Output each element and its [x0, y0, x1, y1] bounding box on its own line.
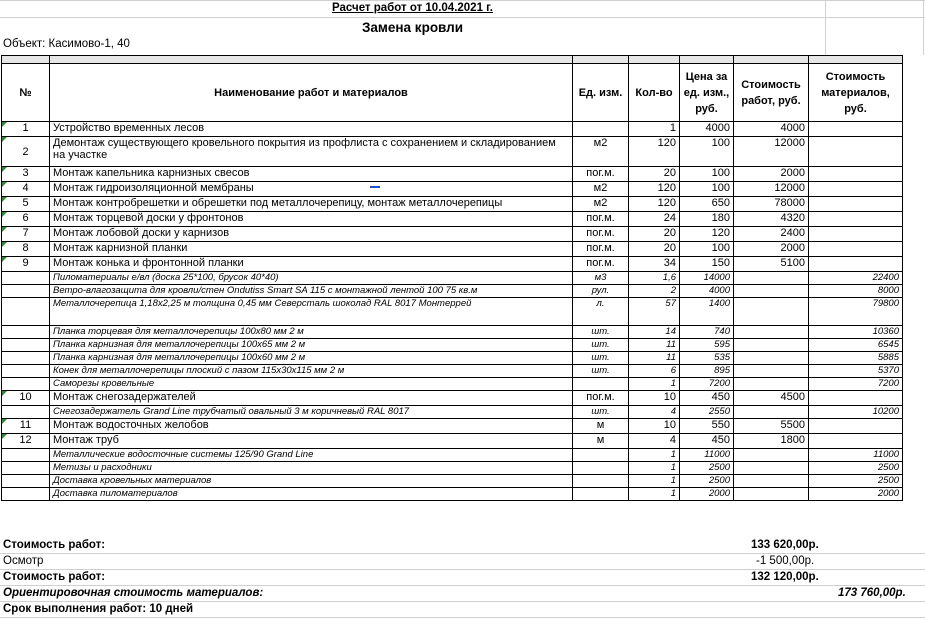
row-price[interactable]: 150	[680, 257, 734, 272]
col-header-work-cost: Стоимость работ, руб.	[734, 64, 809, 122]
row-material-cost[interactable]: 11000	[809, 449, 903, 462]
row-work-cost[interactable]	[734, 272, 809, 285]
row-number[interactable]: 9	[2, 257, 50, 272]
work-row	[2, 434, 903, 449]
col-header-no: №	[2, 64, 50, 122]
summary-work-row	[0, 537, 925, 554]
work-row	[2, 212, 903, 227]
row-material-cost[interactable]: 79800	[809, 298, 903, 326]
summary-work-final-value: 132 120,00р.	[751, 571, 819, 583]
row-name[interactable]: Металлочерепица 1,18х2,25 м толщина 0,45 мм Северсталь шоколад RAL 8017 Монтеррей	[50, 298, 573, 326]
row-number[interactable]	[2, 352, 50, 365]
row-material-cost[interactable]	[809, 122, 903, 137]
row-qty[interactable]: 10	[629, 419, 680, 434]
row-qty[interactable]: 1	[629, 449, 680, 462]
row-qty[interactable]: 120	[629, 197, 680, 212]
summary-inspection-row	[0, 553, 925, 570]
row-material-cost[interactable]: 10360	[809, 326, 903, 339]
material-row	[2, 475, 903, 488]
material-row	[2, 272, 903, 285]
row-material-cost[interactable]	[809, 167, 903, 182]
row-unit[interactable]: пог.м.	[573, 242, 629, 257]
material-row	[2, 285, 903, 298]
row-price[interactable]: 120	[680, 227, 734, 242]
row-number[interactable]	[2, 339, 50, 352]
row-number[interactable]: 3	[2, 167, 50, 182]
row-unit[interactable]: пог.м.	[573, 167, 629, 182]
row-name[interactable]: Монтаж труб	[50, 434, 573, 449]
row-price[interactable]: 535	[680, 352, 734, 365]
row-number[interactable]	[2, 298, 50, 326]
row-price[interactable]: 180	[680, 212, 734, 227]
row-price[interactable]: 550	[680, 419, 734, 434]
row-unit[interactable]: м	[573, 434, 629, 449]
col-header-price: Цена за ед. изм., руб.	[680, 64, 734, 122]
row-work-cost[interactable]: 4320	[734, 212, 809, 227]
row-price[interactable]: 100	[680, 242, 734, 257]
row-qty[interactable]: 1	[629, 462, 680, 475]
row-qty[interactable]: 4	[629, 406, 680, 419]
row-qty[interactable]: 1	[629, 475, 680, 488]
row-qty[interactable]: 57	[629, 298, 680, 326]
row-price[interactable]: 2550	[680, 406, 734, 419]
material-row	[2, 365, 903, 378]
row-qty[interactable]: 1,6	[629, 272, 680, 285]
row-number[interactable]	[2, 285, 50, 298]
row-number[interactable]	[2, 365, 50, 378]
row-name[interactable]: Монтаж контробрешетки и обрешетки под металлочерепицу, монтаж металлочерепицы	[50, 197, 573, 212]
row-work-cost[interactable]	[734, 298, 809, 326]
row-name[interactable]: Монтаж конька и фронтонной планки	[50, 257, 573, 272]
row-number[interactable]	[2, 488, 50, 501]
row-price[interactable]: 595	[680, 339, 734, 352]
row-qty[interactable]: 120	[629, 137, 680, 167]
row-work-cost[interactable]: 1800	[734, 434, 809, 449]
row-work-cost[interactable]: 2000	[734, 242, 809, 257]
row-number[interactable]	[2, 272, 50, 285]
row-unit[interactable]	[573, 488, 629, 501]
row-unit[interactable]: м	[573, 419, 629, 434]
work-row	[2, 257, 903, 272]
row-material-cost[interactable]: 2500	[809, 475, 903, 488]
row-name[interactable]: Метизы и расходники	[50, 462, 573, 475]
row-unit[interactable]: пог.м.	[573, 391, 629, 406]
row-price[interactable]: 7200	[680, 378, 734, 391]
row-qty[interactable]: 2	[629, 285, 680, 298]
work-row	[2, 419, 903, 434]
row-work-cost[interactable]: 78000	[734, 197, 809, 212]
work-row	[2, 391, 903, 406]
row-work-cost[interactable]: 12000	[734, 182, 809, 197]
row-unit[interactable]: шт.	[573, 339, 629, 352]
row-name[interactable]: Планка карнизная для металлочерепицы 100х65 мм 2 м	[50, 339, 573, 352]
row-unit[interactable]	[573, 449, 629, 462]
row-material-cost[interactable]	[809, 137, 903, 167]
row-number[interactable]: 1	[2, 122, 50, 137]
row-name[interactable]: Металлические водосточные системы 125/90 Grand Line	[50, 449, 573, 462]
row-material-cost[interactable]	[809, 197, 903, 212]
row-unit[interactable]: рул.	[573, 285, 629, 298]
row-work-cost[interactable]	[734, 449, 809, 462]
work-row	[2, 122, 903, 137]
row-work-cost[interactable]: 12000	[734, 137, 809, 167]
row-material-cost[interactable]: 6545	[809, 339, 903, 352]
work-row	[2, 227, 903, 242]
row-name[interactable]: Пиломатериалы е/вл (доска 25*100, брусок 40*40)	[50, 272, 573, 285]
row-work-cost[interactable]	[734, 339, 809, 352]
row-name[interactable]: Ветро-влагозащита для кровли/стен Ondutiss Smart SA 115 с монтажной лентой 100 75 кв.м	[50, 285, 573, 298]
summary-materials-label: Ориентировочная стоимость материалов:	[3, 587, 264, 599]
material-row	[2, 406, 903, 419]
row-number[interactable]	[2, 406, 50, 419]
row-number[interactable]: 7	[2, 227, 50, 242]
row-price[interactable]: 14000	[680, 272, 734, 285]
row-price[interactable]: 450	[680, 391, 734, 406]
row-unit[interactable]: м2	[573, 197, 629, 212]
row-unit[interactable]: шт.	[573, 326, 629, 339]
object-label: Объект: Касимово-1, 40	[3, 38, 130, 50]
row-qty[interactable]: 6	[629, 365, 680, 378]
row-qty[interactable]: 11	[629, 352, 680, 365]
row-work-cost[interactable]	[734, 406, 809, 419]
material-row	[2, 488, 903, 501]
material-row	[2, 449, 903, 462]
row-price[interactable]: 100	[680, 137, 734, 167]
cell-cursor-mark	[370, 186, 380, 188]
row-name[interactable]: Монтаж водосточных желобов	[50, 419, 573, 434]
row-work-cost[interactable]	[734, 378, 809, 391]
material-row	[2, 298, 903, 326]
row-unit[interactable]: м2	[573, 182, 629, 197]
row-name[interactable]: Монтаж снегозадержателей	[50, 391, 573, 406]
row-name[interactable]: Саморезы кровельные	[50, 378, 573, 391]
row-work-cost[interactable]	[734, 326, 809, 339]
estimate-table	[1, 55, 903, 501]
row-qty[interactable]: 1	[629, 122, 680, 137]
row-name[interactable]: Устройство временных лесов	[50, 122, 573, 137]
row-qty[interactable]: 4	[629, 434, 680, 449]
work-row	[2, 197, 903, 212]
row-number[interactable]: 2	[2, 137, 50, 167]
material-row	[2, 378, 903, 391]
material-row	[2, 462, 903, 475]
row-name[interactable]: Снегозадержатель Grand Line трубчатый овальный 3 м коричневый RAL 8017	[50, 406, 573, 419]
row-price[interactable]: 895	[680, 365, 734, 378]
row-number[interactable]	[2, 449, 50, 462]
row-number[interactable]: 11	[2, 419, 50, 434]
row-unit[interactable]	[573, 462, 629, 475]
row-number[interactable]: 10	[2, 391, 50, 406]
row-material-cost[interactable]	[809, 227, 903, 242]
material-row	[2, 352, 903, 365]
row-work-cost[interactable]: 5500	[734, 419, 809, 434]
row-number[interactable]	[2, 326, 50, 339]
row-name[interactable]: Монтаж торцевой доски у фронтонов	[50, 212, 573, 227]
row-material-cost[interactable]: 2500	[809, 462, 903, 475]
row-name[interactable]: Монтаж лобовой доски у карнизов	[50, 227, 573, 242]
row-number[interactable]: 6	[2, 212, 50, 227]
row-qty[interactable]: 24	[629, 212, 680, 227]
row-name[interactable]: Демонтаж существующего кровельного покрытия из профлиста с сохранением и складированием на участке	[50, 137, 573, 167]
row-work-cost[interactable]	[734, 365, 809, 378]
summary-deadline: Срок выполнения работ: 10 дней	[3, 603, 194, 615]
row-unit[interactable]: пог.м.	[573, 227, 629, 242]
table-body	[2, 122, 903, 501]
material-row	[2, 339, 903, 352]
row-number[interactable]	[2, 462, 50, 475]
row-material-cost[interactable]	[809, 242, 903, 257]
row-number[interactable]: 8	[2, 242, 50, 257]
row-number[interactable]	[2, 475, 50, 488]
header-row	[2, 64, 903, 122]
work-row	[2, 167, 903, 182]
row-material-cost[interactable]: 2000	[809, 488, 903, 501]
summary-materials-row	[0, 585, 925, 602]
row-price[interactable]: 450	[680, 434, 734, 449]
row-price[interactable]: 100	[680, 182, 734, 197]
col-header-name: Наименование работ и материалов	[50, 64, 573, 122]
col-header-unit: Ед. изм.	[573, 64, 629, 122]
row-work-cost[interactable]	[734, 285, 809, 298]
row-price[interactable]: 650	[680, 197, 734, 212]
row-work-cost[interactable]: 4500	[734, 391, 809, 406]
summary-inspection-label: Осмотр	[3, 555, 44, 567]
row-name[interactable]: Конек для металлочерепицы плоский с пазом 115х30х115 мм 2 м	[50, 365, 573, 378]
summary-work-label: Стоимость работ:	[3, 539, 106, 551]
row-qty[interactable]: 1	[629, 378, 680, 391]
work-row	[2, 137, 903, 167]
row-name[interactable]: Планка торцевая для металлочерепицы 100х80 мм 2 м	[50, 326, 573, 339]
row-unit[interactable]: шт.	[573, 352, 629, 365]
row-material-cost[interactable]	[809, 257, 903, 272]
row-unit[interactable]	[573, 378, 629, 391]
summary-work-final-row	[0, 569, 925, 586]
row-price[interactable]: 2000	[680, 488, 734, 501]
row-material-cost[interactable]: 5370	[809, 365, 903, 378]
row-price[interactable]: 4000	[680, 122, 734, 137]
row-unit[interactable]: шт.	[573, 406, 629, 419]
col-header-material-cost: Стоимость материалов, руб.	[809, 64, 903, 122]
row-number[interactable]: 4	[2, 182, 50, 197]
header-spacer-row	[2, 56, 903, 64]
row-material-cost[interactable]: 22400	[809, 272, 903, 285]
row-work-cost[interactable]: 2400	[734, 227, 809, 242]
row-number[interactable]: 5	[2, 197, 50, 212]
row-price[interactable]: 4000	[680, 285, 734, 298]
row-work-cost[interactable]	[734, 488, 809, 501]
row-price[interactable]: 2500	[680, 462, 734, 475]
row-price[interactable]: 1400	[680, 298, 734, 326]
row-price[interactable]: 100	[680, 167, 734, 182]
material-row	[2, 326, 903, 339]
row-number[interactable]: 12	[2, 434, 50, 449]
row-qty[interactable]: 1	[629, 488, 680, 501]
row-material-cost[interactable]: 8000	[809, 285, 903, 298]
row-unit[interactable]: л.	[573, 298, 629, 326]
row-qty[interactable]: 10	[629, 391, 680, 406]
work-row	[2, 242, 903, 257]
row-unit[interactable]	[573, 122, 629, 137]
row-material-cost[interactable]	[809, 419, 903, 434]
row-name[interactable]: Монтаж карнизной планки	[50, 242, 573, 257]
row-unit[interactable]: шт.	[573, 365, 629, 378]
summary-work-value: 133 620,00р.	[751, 539, 819, 551]
row-work-cost[interactable]	[734, 462, 809, 475]
row-material-cost[interactable]	[809, 434, 903, 449]
row-material-cost[interactable]: 10200	[809, 406, 903, 419]
row-price[interactable]: 2500	[680, 475, 734, 488]
row-work-cost[interactable]: 4000	[734, 122, 809, 137]
row-price[interactable]: 11000	[680, 449, 734, 462]
row-qty[interactable]: 120	[629, 182, 680, 197]
summary-work-final-label: Стоимость работ:	[3, 571, 106, 583]
row-qty[interactable]: 20	[629, 227, 680, 242]
row-name[interactable]: Монтаж капельника карнизных свесов	[50, 167, 573, 182]
row-qty[interactable]: 20	[629, 167, 680, 182]
work-row	[2, 182, 903, 197]
row-work-cost[interactable]: 2000	[734, 167, 809, 182]
row-work-cost[interactable]	[734, 475, 809, 488]
col-header-qty: Кол-во	[629, 64, 680, 122]
row-qty[interactable]: 34	[629, 257, 680, 272]
row-name[interactable]: Монтаж гидроизоляционной мембраны	[50, 182, 573, 197]
row-price[interactable]: 740	[680, 326, 734, 339]
row-material-cost[interactable]: 7200	[809, 378, 903, 391]
report-title: Расчет работ от 10.04.2021 г.	[332, 2, 493, 14]
row-work-cost[interactable]	[734, 352, 809, 365]
summary-deadline-row	[0, 601, 925, 618]
row-qty[interactable]: 11	[629, 339, 680, 352]
row-unit[interactable]: пог.м.	[573, 212, 629, 227]
row-work-cost[interactable]: 5100	[734, 257, 809, 272]
row-qty[interactable]: 20	[629, 242, 680, 257]
row-unit[interactable]: м2	[573, 137, 629, 167]
row-qty[interactable]: 14	[629, 326, 680, 339]
row-material-cost[interactable]: 5885	[809, 352, 903, 365]
row-material-cost[interactable]	[809, 212, 903, 227]
summary-inspection-value: -1 500,00р.	[756, 555, 815, 567]
summary-materials-value: 173 760,00р.	[838, 587, 906, 599]
row-unit[interactable]: м3	[573, 272, 629, 285]
row-number[interactable]	[2, 378, 50, 391]
row-unit[interactable]: пог.м.	[573, 257, 629, 272]
row-name[interactable]: Доставка пиломатериалов	[50, 488, 573, 501]
row-material-cost[interactable]	[809, 182, 903, 197]
row-name[interactable]: Доставка кровельных материалов	[50, 475, 573, 488]
row-material-cost[interactable]	[809, 391, 903, 406]
row-unit[interactable]	[573, 475, 629, 488]
report-subtitle: Замена кровли	[361, 20, 464, 35]
row-name[interactable]: Планка карнизная для металлочерепицы 100х60 мм 2 м	[50, 352, 573, 365]
